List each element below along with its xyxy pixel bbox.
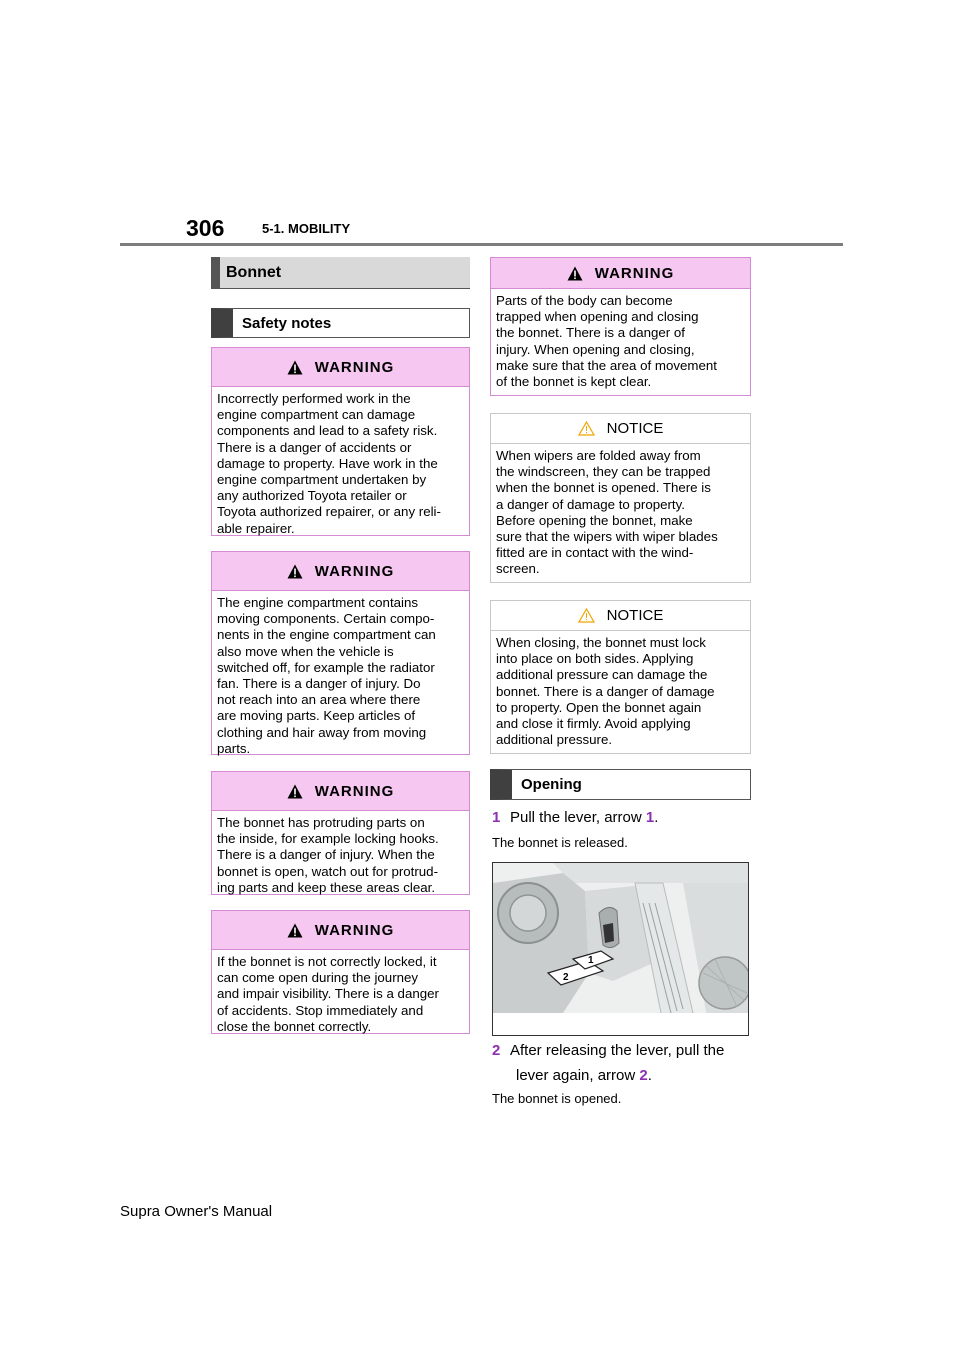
warning-box: WARNING The bonnet has protruding parts on the inside, for example locking hooks. There is a danger of injury. When the bonnet is open, watch out for protrud- ing parts and keep these areas clear.	[211, 771, 470, 895]
warning-box: WARNING If the bonnet is not correctly locked, it can come open during the journey and impair visibility. There is a danger of accidents. Stop immediately and close the bonnet correctly.	[211, 910, 470, 1034]
page-number: 306	[186, 215, 225, 241]
notice-box: NOTICE When wipers are folded away from the windscreen, they can be trapped when the bonnet is opened. There is a danger of damage to property. Before opening the bonnet, make sure that the wipers with wiper blades fitted are in contact with the wind- screen.	[490, 413, 751, 583]
figure-label-1: 1	[588, 955, 594, 966]
heading-safety-notes: Safety notes	[211, 308, 470, 338]
section-title: 5-1. MOBILITY	[262, 221, 351, 236]
warning-icon	[287, 360, 303, 375]
notice-box: NOTICE When closing, the bonnet must lock into place on both sides. Applying additional pressure can damage the bonnet. There is a danger of damage to property. Open the bonnet again and close it firmly. Avoid applying additional pressure.	[490, 600, 751, 754]
warning-icon	[567, 266, 583, 281]
warning-icon	[287, 564, 303, 579]
step-1: 1 Pull the lever, arrow 1.	[492, 809, 659, 826]
warning-icon	[287, 923, 303, 938]
header-rule	[120, 243, 843, 246]
step-2: 2 After releasing the lever, pull the lever again, arrow 2.	[492, 1042, 725, 1084]
step-1-note: The bonnet is released.	[492, 835, 628, 850]
footer-manual-title: Supra Owner's Manual	[120, 1203, 273, 1220]
bonnet-lever-figure	[492, 862, 749, 1036]
warning-box: WARNING The engine compartment contains moving components. Certain compo- nents in the engine compartment can also move when the vehicle is switched off, for example the radiator fan. There is a danger of injury. Do not reach into an area where there are moving parts. Keep articles of clothing and hair away from moving parts.	[211, 551, 470, 755]
warning-box: WARNING Incorrectly performed work in the engine compartment can damage components and lead to a safety risk. There is a danger of accidents or damage to property. Have work in the engine compartment undertaken by any authorized Toyota retailer or Toyota authorized repairer, or any reli- able repairer.	[211, 347, 470, 536]
step-2-note: The bonnet is opened.	[492, 1091, 622, 1106]
heading-bonnet: Bonnet	[211, 257, 470, 289]
caution-triangle-icon	[578, 608, 595, 623]
figure-label-2: 2	[563, 972, 569, 983]
caution-triangle-icon	[578, 421, 595, 436]
warning-icon	[287, 784, 303, 799]
warning-box: WARNING Parts of the body can become trapped when opening and closing the bonnet. There is a danger of injury. When opening and closing, make sure that the area of movement of the bonnet is kept clear.	[490, 257, 751, 396]
heading-opening: Opening	[490, 769, 751, 800]
